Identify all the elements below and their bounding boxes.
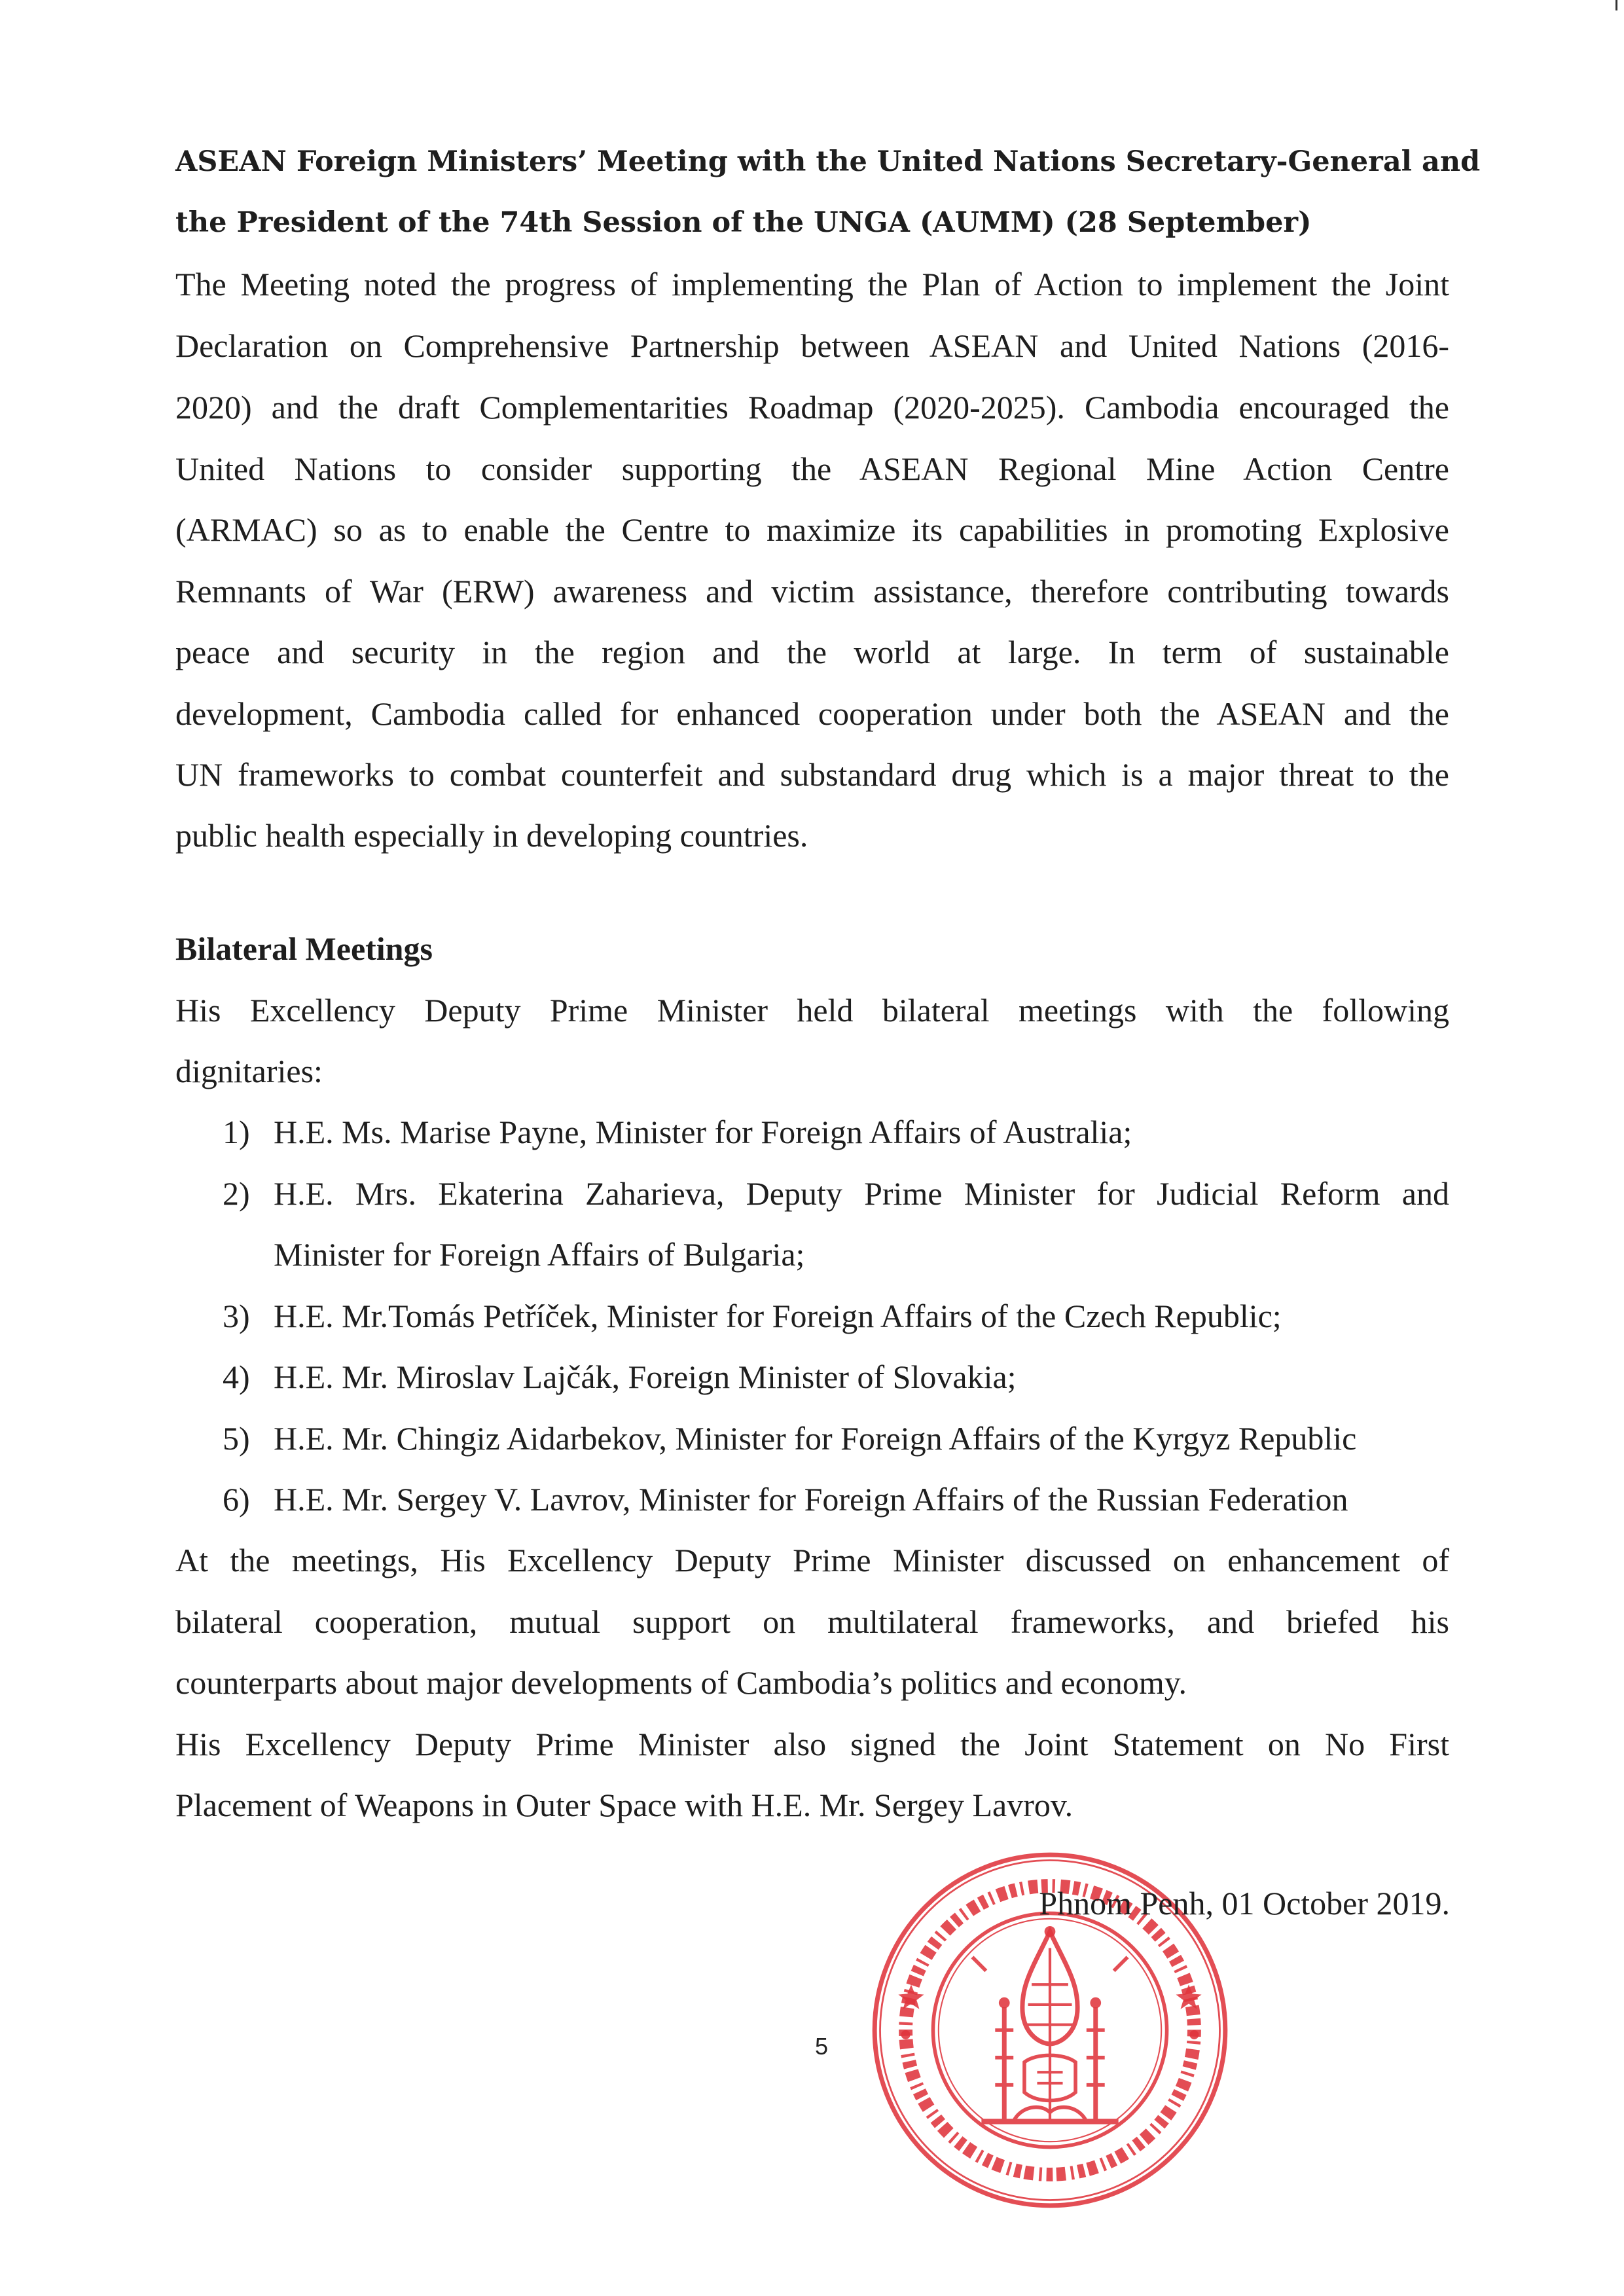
list-item-number: 1) — [223, 1114, 250, 1150]
bilateral-outro-line: His Excellency Deputy Prime Minister also signed the Joint Statement on No First — [175, 1726, 1449, 1762]
list-item-text: H.E. Mrs. Ekaterina Zaharieva, Deputy Prime Minister for Judicial Reform and — [274, 1175, 1449, 1212]
list-item-text-continued: Minister for Foreign Affairs of Bulgaria; — [274, 1236, 805, 1273]
list-item-text: H.E. Mr. Sergey V. Lavrov, Minister for Foreign Affairs of the Russian Federation — [274, 1481, 1348, 1518]
list-item-number: 2) — [223, 1175, 250, 1212]
list-item-number: 6) — [223, 1481, 250, 1518]
list-item-text: H.E. Mr.Tomás Petříček, Minister for Foreign Affairs of the Czech Republic; — [274, 1298, 1282, 1334]
body-line: peace and security in the region and the world at large. In term of sustainable — [175, 634, 1449, 670]
bilateral-intro-line: His Excellency Deputy Prime Minister held bilateral meetings with the following — [175, 992, 1449, 1029]
bilateral-outro-line: At the meetings, His Excellency Deputy Prime Minister discussed on enhancement of — [175, 1542, 1449, 1578]
list-item-text: H.E. Ms. Marise Payne, Minister for Foreign Affairs of Australia; — [274, 1114, 1132, 1150]
body-line: Declaration on Comprehensive Partnership between ASEAN and United Nations (2016- — [175, 327, 1449, 364]
body-line: 2020) and the draft Complementarities Roadmap (2020-2025). Cambodia encouraged the — [175, 389, 1449, 426]
body-line: (ARMAC) so as to enable the Centre to maximize its capabilities in promoting Explosive — [175, 511, 1449, 548]
list-item-number: 4) — [223, 1358, 250, 1395]
place-date: Phnom Penh, 01 October 2019. — [1039, 1885, 1450, 1922]
list-item-text: H.E. Mr. Miroslav Lajčák, Foreign Minister of Slovakia; — [274, 1358, 1017, 1395]
body-line: development, Cambodia called for enhanced cooperation under both the ASEAN and the — [175, 695, 1449, 732]
section-title-line-1: ASEAN Foreign Ministers’ Meeting with the United Nations Secretary-General and — [175, 145, 1481, 178]
body-line: Remnants of War (ERW) awareness and victim assistance, therefore contributing towards — [175, 573, 1449, 610]
body-line: UN frameworks to combat counterfeit and substandard drug which is a major threat to the — [175, 756, 1449, 793]
bilateral-heading: Bilateral Meetings — [175, 930, 433, 967]
list-item-text: H.E. Mr. Chingiz Aidarbekov, Minister for Foreign Affairs of the Kyrgyz Republic — [274, 1420, 1357, 1457]
list-item-number: 5) — [223, 1420, 250, 1457]
bilateral-intro-line-last: dignitaries: — [175, 1053, 323, 1089]
bilateral-outro-line-last: counterparts about major developments of Cambodia’s politics and economy. — [175, 1664, 1187, 1701]
bilateral-outro-line: bilateral cooperation, mutual support on multilateral frameworks, and briefed his — [175, 1603, 1449, 1640]
list-item-number: 3) — [223, 1298, 250, 1334]
bilateral-outro-line-last: Placement of Weapons in Outer Space with H.E. Mr. Sergey Lavrov. — [175, 1787, 1074, 1823]
section-title-line-2: the President of the 74th Session of the UNGA (AUMM) (28 September) — [175, 206, 1312, 239]
body-line: United Nations to consider supporting the ASEAN Regional Mine Action Centre — [175, 450, 1449, 487]
body-line-last: public health especially in developing countries. — [175, 817, 808, 854]
page-number: 5 — [814, 2033, 829, 2060]
body-line: The Meeting noted the progress of implementing the Plan of Action to implement the Joint — [175, 266, 1449, 302]
scan-edge-mark — [1615, 0, 1617, 10]
